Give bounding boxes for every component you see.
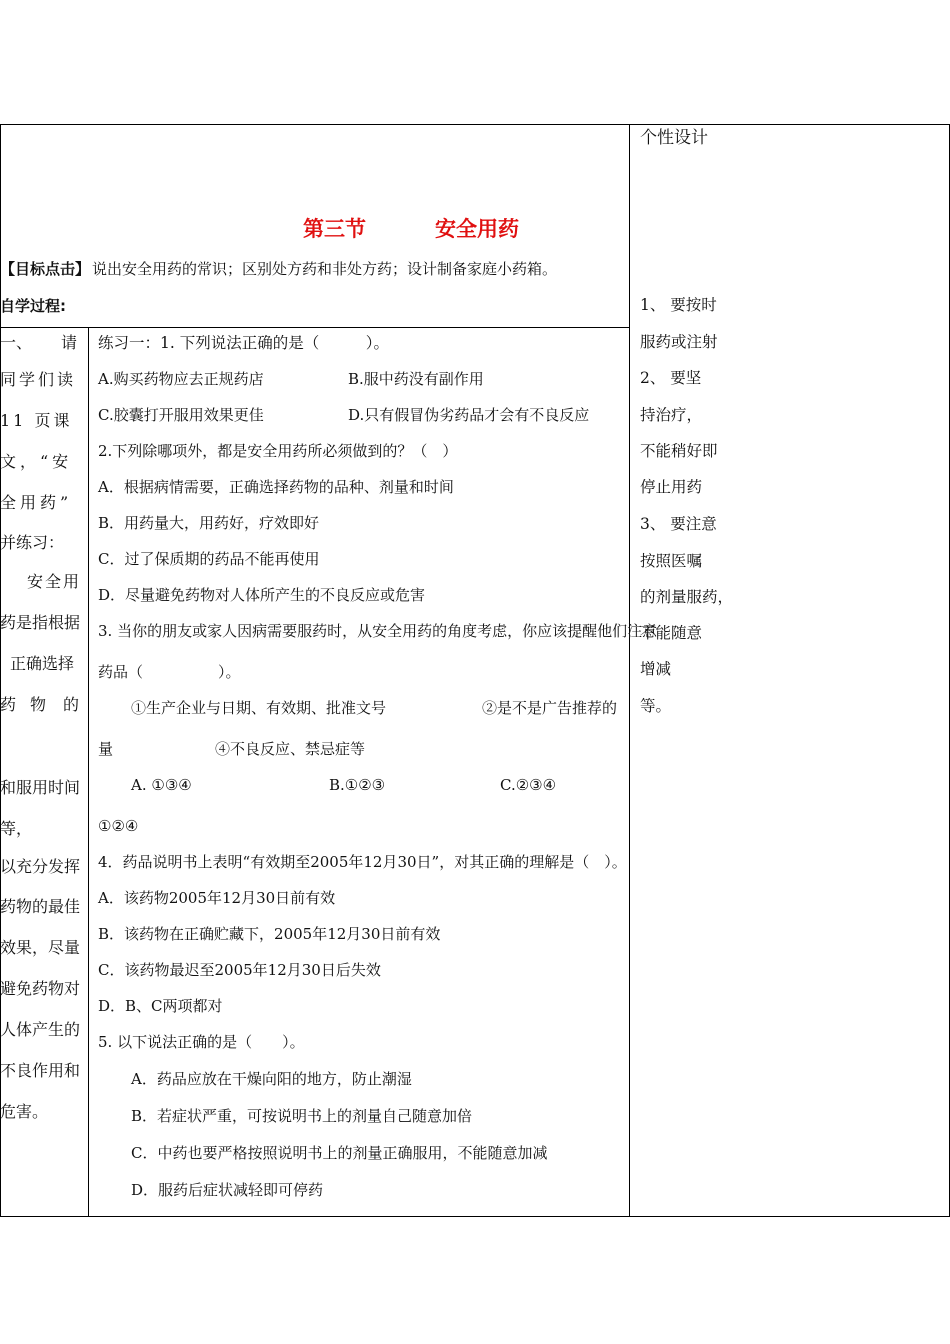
- q1-option-d: D.只有假冒伪劣药品才会有不良反应: [348, 406, 590, 424]
- q3-stem-continued: 药品（ ）。: [98, 663, 241, 681]
- sidebar-line: 持治疗，: [640, 406, 703, 424]
- objective-label: 【目标点击】: [0, 260, 91, 278]
- objective-text: 说出安全用药的常识；区别处方药和非处方药；设计制备家庭小药箱。: [92, 260, 558, 278]
- left-text: 文，“安: [0, 452, 73, 471]
- sidebar-line: 按照医嘱: [640, 552, 703, 570]
- q3-stem: 3. 当你的朋友或家人因病需要服药时，从安全用药的角度考虑，你应该提醒他们注意: [98, 622, 658, 640]
- q3-option-a: A. ①③④: [131, 776, 192, 794]
- left-text: 不良作用和: [0, 1061, 81, 1080]
- sidebar-line: 不能稍好即: [640, 442, 718, 460]
- q5-option-a: A．药品应放在干燥向阳的地方，防止潮湿: [131, 1070, 412, 1088]
- sidebar-line: 等。: [640, 697, 672, 715]
- sidebar-line: 服药或注射: [640, 333, 718, 351]
- left-text: 药是指根据: [0, 613, 81, 632]
- left-text: 的: [63, 695, 80, 714]
- q3-option-b: B.①②③: [329, 776, 386, 794]
- sidebar-line: 2、 要坚: [640, 369, 702, 387]
- q2-option-b: B．用药量大，用药好，疗效即好: [98, 514, 320, 532]
- q4-option-b: B．该药物在正确贮藏下，2005年12月30日前有效: [98, 925, 441, 943]
- inner-column-divider: [88, 327, 89, 1217]
- left-text: 人体产生的: [0, 1020, 81, 1039]
- q5-option-d: D．服药后症状减轻即可停药: [131, 1181, 324, 1199]
- q2-stem: 2.下列除哪项外，都是安全用药所必须做到的？（ ）: [98, 442, 458, 460]
- main-column-divider: [629, 124, 630, 1217]
- q3-item-2: ②是不是广告推荐的: [482, 699, 618, 717]
- q5-stem: 5. 以下说法正确的是（ ）。: [98, 1033, 305, 1051]
- sidebar-line: 的剂量服药，: [640, 588, 734, 606]
- q1-option-a: A.购买药物应去正规药店: [98, 370, 264, 388]
- table-bottom-border: [0, 1216, 950, 1217]
- q3-item-1: ①生产企业与日期、有效期、批准文号: [131, 699, 387, 717]
- q1-stem: 练习一：1. 下列说法正确的是（ ）。: [98, 334, 389, 352]
- sidebar-line: 1、 要按时: [640, 296, 717, 314]
- section-number: 第三节: [303, 217, 366, 241]
- left-text: 安全用: [27, 572, 82, 591]
- table-top-border: [0, 124, 950, 125]
- left-text: 请: [61, 333, 78, 352]
- q2-option-c: C．过了保质期的药品不能再使用: [98, 550, 320, 568]
- q3-item-3-tail: 量: [98, 740, 114, 758]
- q1-option-b: B.服中药没有副作用: [348, 370, 484, 388]
- left-text: 11 页课: [0, 411, 73, 430]
- left-text: 同学们读: [0, 370, 77, 389]
- left-text: 正确选择: [10, 654, 75, 673]
- sidebar-header: 个性设计: [640, 128, 708, 148]
- left-text: 一、: [0, 333, 33, 352]
- sidebar-line: 不能随意: [640, 624, 703, 642]
- process-label: 自学过程:: [0, 297, 66, 315]
- table-left-border: [0, 124, 1, 1217]
- q3-option-d: ①②④: [98, 817, 139, 835]
- q2-option-d: D．尽量避免药物对人体所产生的不良反应或危害: [98, 586, 426, 604]
- q4-option-c: C．该药物最迟至2005年12月30日后失效: [98, 961, 381, 979]
- left-text: 效果，尽量: [0, 938, 81, 957]
- q4-option-d: D．B、C两项都对: [98, 997, 223, 1015]
- sidebar-line: 停止用药: [640, 478, 703, 496]
- sidebar-line: 3、 要注意: [640, 515, 717, 533]
- left-text: 等，: [0, 819, 33, 838]
- inner-row-divider: [0, 327, 630, 328]
- q4-option-a: A．该药物2005年12月30日前有效: [98, 889, 336, 907]
- left-text: 药: [0, 695, 17, 714]
- left-text: 并练习：: [0, 533, 65, 552]
- q3-item-4: ④不良反应、禁忌症等: [215, 740, 366, 758]
- q5-option-c: C．中药也要严格按照说明书上的剂量正确服用，不能随意加减: [131, 1144, 548, 1162]
- left-text: 物: [30, 695, 47, 714]
- left-text: 药物的最佳: [0, 897, 81, 916]
- left-text: 危害。: [0, 1102, 49, 1121]
- q2-option-a: A．根据病情需要，正确选择药物的品种、剂量和时间: [98, 478, 454, 496]
- q5-option-b: B．若症状严重，可按说明书上的剂量自己随意加倍: [131, 1107, 473, 1125]
- left-text: 和服用时间: [0, 778, 81, 797]
- left-text: 避免药物对: [0, 979, 81, 998]
- section-title: 安全用药: [435, 217, 519, 241]
- q4-stem: 4．药品说明书上表明“有效期至2005年12月30日”，对其正确的理解是（ ）。: [98, 853, 627, 871]
- sidebar-line: 增减: [640, 660, 672, 678]
- q1-option-c: C.胶囊打开服用效果更佳: [98, 406, 264, 424]
- left-text: 全用药”: [0, 493, 73, 512]
- left-text: 以充分发挥: [0, 857, 81, 876]
- q3-option-c: C.②③④: [500, 776, 557, 794]
